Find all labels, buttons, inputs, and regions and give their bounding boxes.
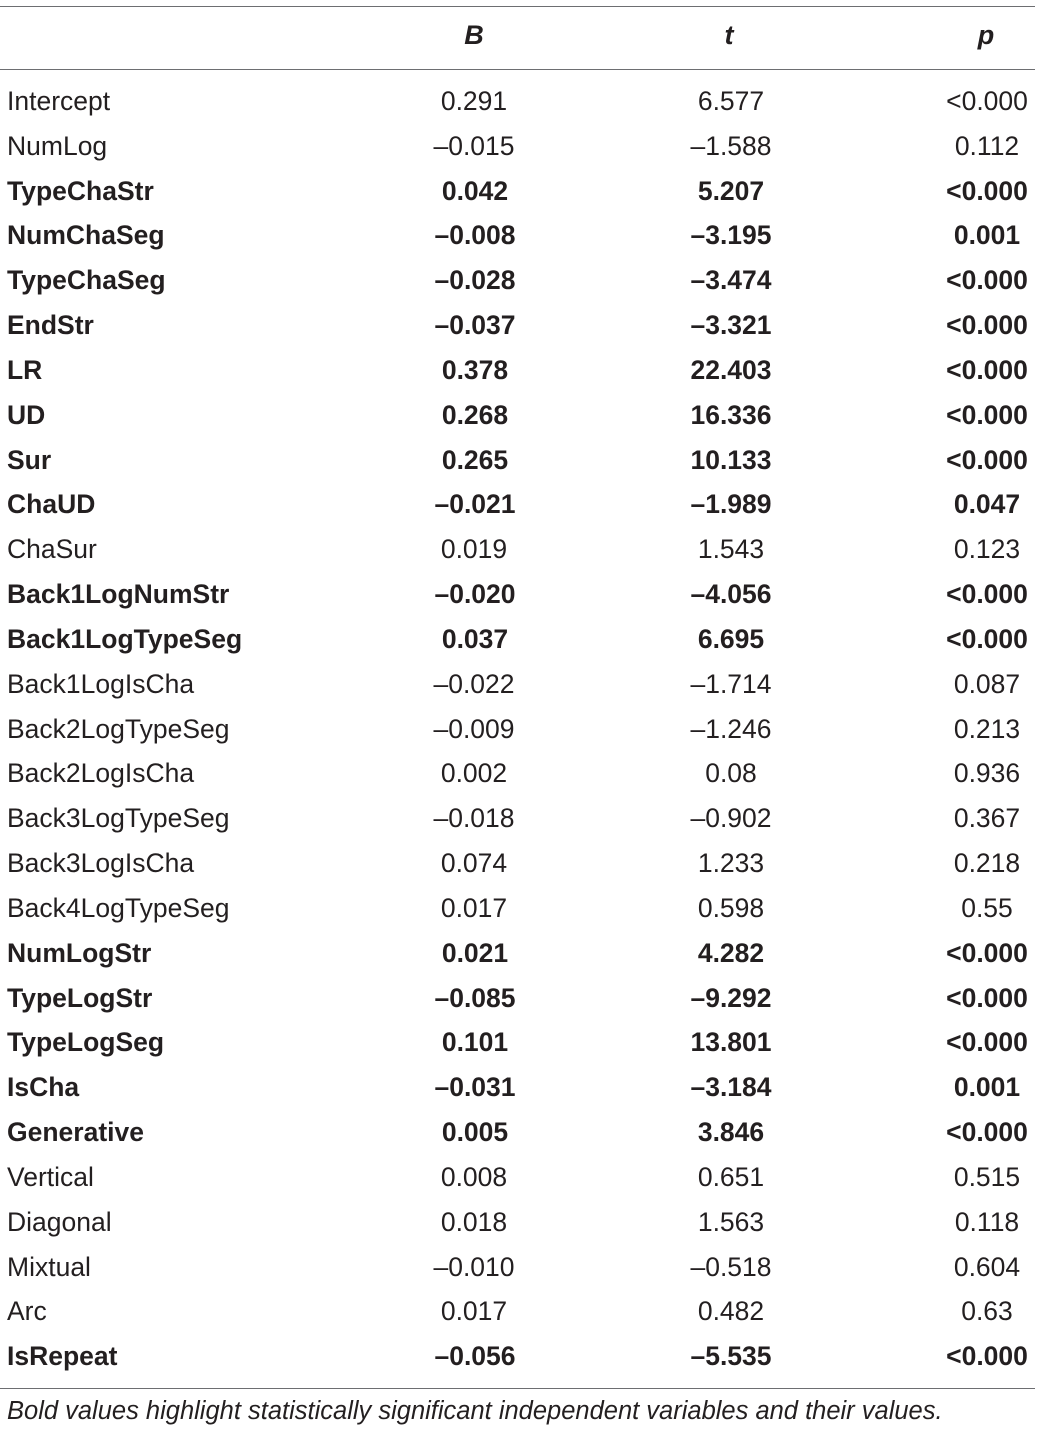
table-row [0, 707, 1040, 752]
row-p-value: 0.367 [953, 803, 1021, 834]
row-t-value: –1.246 [690, 713, 772, 744]
row-b-value: 0.002 [440, 758, 508, 789]
row-p-value: <0.000 [946, 444, 1028, 475]
row-p-value: <0.000 [946, 623, 1028, 654]
row-p-value: <0.000 [946, 86, 1028, 116]
table-row [0, 527, 1040, 572]
row-variable: Intercept [7, 86, 111, 116]
row-variable: TypeChaStr [7, 175, 154, 206]
row-b-value: 0.017 [440, 1296, 508, 1327]
row-t-value: 4.282 [697, 937, 765, 968]
row-b-value: 0.018 [440, 1206, 508, 1237]
row-b-value: 0.037 [441, 623, 509, 654]
table-row [0, 572, 1040, 617]
row-p-value: <0.000 [946, 310, 1028, 341]
row-variable: ChaUD [7, 489, 96, 520]
row-variable: NumLogStr [7, 937, 152, 968]
row-t-value: –5.535 [690, 1341, 772, 1372]
row-variable: Back4LogTypeSeg [7, 892, 230, 923]
row-p-value: 0.112 [954, 130, 1020, 161]
row-b-value: –0.056 [434, 1341, 516, 1372]
row-t-value: 3.846 [697, 1117, 765, 1148]
row-p-value: 0.047 [953, 489, 1021, 520]
row-t-value: 0.482 [697, 1296, 765, 1327]
row-variable: Back1LogTypeSeg [7, 623, 243, 654]
row-variable: EndStr [7, 310, 94, 341]
table-row [0, 1020, 1040, 1065]
row-variable: Back2LogIsCha [7, 758, 195, 789]
row-b-value: 0.378 [441, 354, 509, 385]
row-b-value: –0.031 [434, 1072, 516, 1103]
table-row [0, 841, 1040, 886]
row-variable: Back1LogNumStr [7, 579, 230, 610]
row-t-value: –3.321 [690, 310, 772, 341]
row-b-value: 0.265 [441, 444, 509, 475]
row-p-value: 0.218 [953, 848, 1021, 879]
table-row [0, 79, 1040, 124]
row-variable: Back1LogIsCha [7, 668, 195, 699]
row-variable: UD [7, 399, 46, 430]
row-p-value: 0.604 [953, 1251, 1021, 1282]
row-b-value: 0.291 [440, 86, 508, 116]
row-b-value: 0.074 [440, 848, 508, 879]
row-p-value: <0.000 [946, 982, 1028, 1013]
row-t-value: –4.056 [690, 579, 772, 610]
row-b-value: –0.015 [433, 130, 515, 161]
row-variable: Arc [7, 1296, 47, 1327]
row-p-value: 0.123 [953, 534, 1021, 565]
table-row [0, 1334, 1040, 1379]
row-t-value: 1.563 [697, 1206, 765, 1237]
row-variable: NumChaSeg [7, 220, 165, 251]
row-variable: Diagonal [7, 1206, 112, 1237]
row-p-value: 0.087 [953, 668, 1021, 699]
table-footnote: Bold values highlight statistically significant independent variables and their values. [7, 1397, 943, 1425]
row-t-value: 16.336 [690, 399, 772, 430]
row-p-value: <0.000 [946, 354, 1028, 385]
table-row [0, 348, 1040, 393]
row-variable: TypeChaSeg [7, 265, 166, 296]
row-t-value: 0.598 [697, 892, 765, 923]
row-p-value: 0.936 [953, 758, 1021, 789]
row-t-value: 1.233 [697, 848, 765, 879]
row-variable: Back3LogIsCha [7, 848, 195, 879]
row-variable: Vertical [7, 1161, 94, 1192]
row-b-value: –0.018 [433, 803, 515, 834]
table-row [0, 169, 1040, 214]
table-row [0, 751, 1040, 796]
row-variable: TypeLogStr [7, 982, 153, 1013]
row-p-value: 0.515 [953, 1161, 1021, 1192]
row-t-value: –1.989 [690, 489, 772, 520]
row-b-value: –0.037 [434, 310, 516, 341]
table-body [0, 79, 1040, 1379]
row-t-value: 5.207 [697, 175, 765, 206]
row-b-value: –0.022 [433, 668, 515, 699]
row-t-value: 6.695 [697, 623, 765, 654]
row-b-value: –0.008 [434, 220, 516, 251]
row-variable: LR [7, 354, 43, 385]
table-row [0, 1065, 1040, 1110]
table-row [0, 1289, 1040, 1334]
table-row [0, 258, 1040, 303]
table-row [0, 1245, 1040, 1290]
row-variable: Generative [7, 1117, 144, 1148]
row-variable: Sur [7, 444, 52, 475]
row-p-value: 0.001 [953, 220, 1021, 251]
table-row [0, 393, 1040, 438]
row-b-value: 0.017 [440, 892, 508, 923]
row-b-value: –0.020 [434, 579, 516, 610]
row-variable: Back3LogTypeSeg [7, 803, 230, 834]
row-p-value: <0.000 [946, 175, 1028, 206]
table-header-row [0, 20, 1040, 56]
row-t-value: 0.651 [697, 1161, 765, 1192]
row-t-value: 6.577 [697, 86, 765, 116]
row-b-value: –0.021 [434, 489, 516, 520]
row-variable: IsCha [7, 1072, 80, 1103]
row-p-value: 0.63 [961, 1296, 1013, 1327]
table-row [0, 303, 1040, 348]
row-b-value: –0.028 [434, 265, 516, 296]
row-b-value: 0.005 [441, 1117, 509, 1148]
row-b-value: 0.268 [441, 399, 509, 430]
table-header-rule [0, 69, 1035, 70]
table-row [0, 796, 1040, 841]
row-b-value: 0.101 [441, 1027, 509, 1058]
row-p-value: <0.000 [946, 265, 1028, 296]
row-p-value: <0.000 [946, 1117, 1028, 1148]
row-p-value: 0.001 [953, 1072, 1021, 1103]
table-row [0, 1155, 1040, 1200]
row-b-value: –0.010 [433, 1251, 515, 1282]
table-row [0, 482, 1040, 527]
row-b-value: –0.009 [433, 713, 515, 744]
row-p-value: <0.000 [946, 1027, 1028, 1058]
row-variable: Mixtual [7, 1251, 91, 1282]
row-variable: IsRepeat [7, 1341, 118, 1372]
row-b-value: 0.008 [440, 1161, 508, 1192]
row-b-value: –0.085 [434, 982, 516, 1013]
row-b-value: 0.042 [441, 175, 509, 206]
row-t-value: –0.902 [690, 803, 772, 834]
row-variable: NumLog [7, 130, 108, 161]
header-p: p [977, 20, 995, 50]
row-b-value: 0.019 [440, 534, 508, 565]
row-p-value: <0.000 [946, 399, 1028, 430]
row-t-value: –3.195 [690, 220, 772, 251]
table-row [0, 213, 1040, 258]
row-p-value: <0.000 [946, 937, 1028, 968]
table-top-rule [0, 6, 1035, 7]
table-row [0, 662, 1040, 707]
header-t: t [724, 20, 734, 50]
row-t-value: 22.403 [690, 354, 772, 385]
row-p-value: <0.000 [946, 579, 1028, 610]
row-t-value: –1.588 [690, 130, 772, 161]
table-row [0, 438, 1040, 483]
row-b-value: 0.021 [441, 937, 509, 968]
table-row [0, 976, 1040, 1021]
row-p-value: 0.55 [961, 892, 1013, 923]
row-t-value: –0.518 [690, 1251, 772, 1282]
row-t-value: 1.543 [697, 534, 765, 565]
table-row [0, 617, 1040, 662]
table-row [0, 931, 1040, 976]
row-t-value: 0.08 [705, 758, 757, 789]
table-row [0, 886, 1040, 931]
header-b: B [464, 20, 484, 50]
table-row [0, 124, 1040, 169]
row-t-value: –3.474 [690, 265, 772, 296]
row-t-value: 10.133 [690, 444, 772, 475]
row-p-value: <0.000 [946, 1341, 1028, 1372]
row-p-value: 0.118 [954, 1206, 1020, 1237]
row-t-value: 13.801 [690, 1027, 772, 1058]
table-bottom-rule [0, 1388, 1035, 1389]
table-row [0, 1200, 1040, 1245]
row-t-value: –1.714 [690, 668, 772, 699]
table-row [0, 1110, 1040, 1155]
row-variable: Back2LogTypeSeg [7, 713, 230, 744]
row-variable: ChaSur [7, 534, 97, 565]
row-variable: TypeLogSeg [7, 1027, 165, 1058]
row-p-value: 0.213 [953, 713, 1021, 744]
row-t-value: –3.184 [690, 1072, 772, 1103]
row-t-value: –9.292 [690, 982, 772, 1013]
